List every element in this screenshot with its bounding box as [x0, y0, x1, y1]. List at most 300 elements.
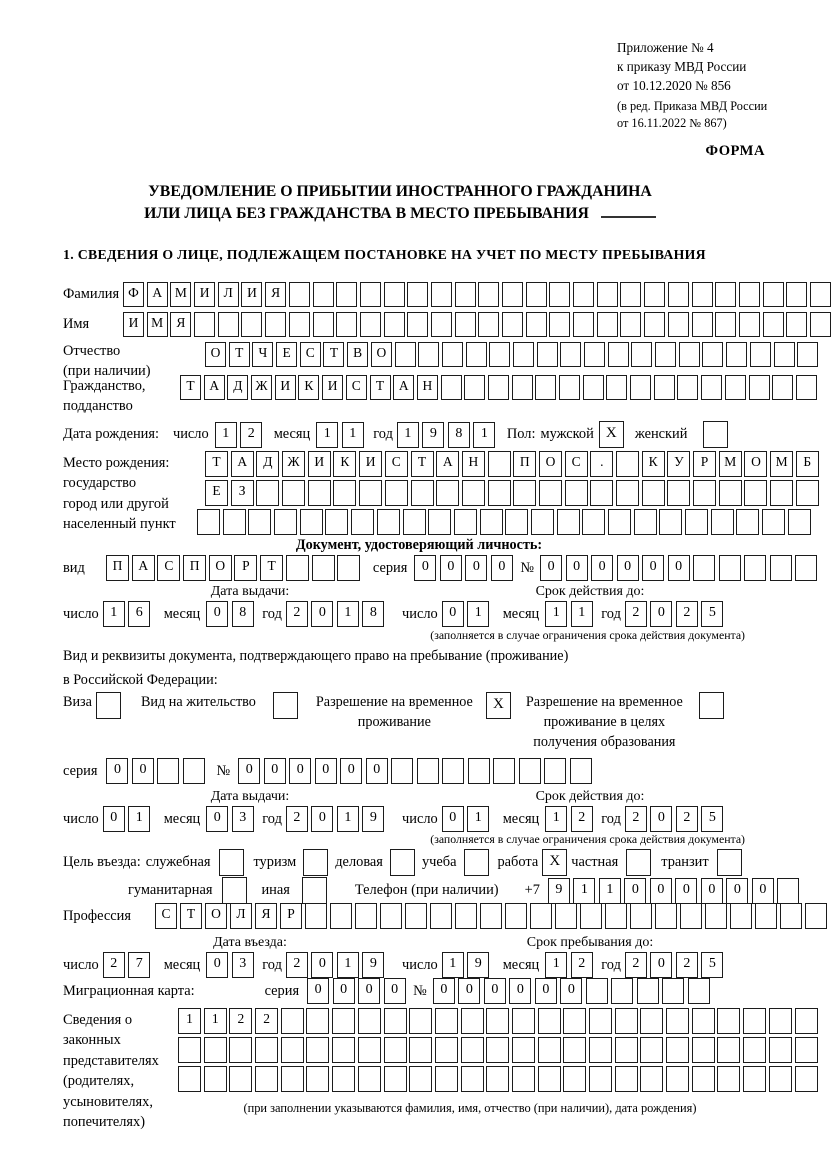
- char-box[interactable]: С: [157, 555, 180, 581]
- char-box[interactable]: [739, 312, 760, 337]
- char-box[interactable]: [313, 312, 334, 337]
- char-box[interactable]: [630, 375, 651, 400]
- char-box[interactable]: [384, 282, 405, 307]
- char-box[interactable]: [780, 903, 802, 929]
- char-box[interactable]: [605, 903, 627, 929]
- char-box[interactable]: С: [385, 451, 408, 477]
- char-box[interactable]: 2: [625, 601, 647, 627]
- char-box[interactable]: Т: [205, 451, 228, 477]
- char-box[interactable]: [615, 1008, 638, 1034]
- char-box[interactable]: М: [770, 451, 793, 477]
- char-box[interactable]: 1: [316, 422, 338, 448]
- char-box[interactable]: [680, 903, 702, 929]
- char-box[interactable]: А: [204, 375, 225, 400]
- purpose-study-checkbox[interactable]: [464, 849, 489, 876]
- char-box[interactable]: П: [106, 555, 129, 581]
- char-box[interactable]: [762, 509, 785, 535]
- char-box[interactable]: 0: [440, 555, 462, 581]
- char-box[interactable]: З: [231, 480, 254, 506]
- char-box[interactable]: [655, 903, 677, 929]
- char-box[interactable]: Р: [280, 903, 302, 929]
- char-box[interactable]: [580, 903, 602, 929]
- char-box[interactable]: 1: [215, 422, 237, 448]
- char-box[interactable]: [644, 312, 665, 337]
- char-box[interactable]: [407, 312, 428, 337]
- char-box[interactable]: 1: [337, 952, 359, 978]
- char-box[interactable]: [711, 509, 734, 535]
- char-box[interactable]: Е: [276, 342, 297, 367]
- char-box[interactable]: [286, 555, 309, 581]
- char-box[interactable]: А: [436, 451, 459, 477]
- char-box[interactable]: [300, 509, 323, 535]
- char-box[interactable]: [359, 480, 382, 506]
- char-box[interactable]: 0: [675, 878, 697, 904]
- char-box[interactable]: М: [147, 312, 168, 337]
- char-box[interactable]: [488, 375, 509, 400]
- char-box[interactable]: [763, 312, 784, 337]
- char-box[interactable]: 0: [752, 878, 774, 904]
- char-box[interactable]: [360, 282, 381, 307]
- char-box[interactable]: [480, 509, 503, 535]
- char-box[interactable]: [677, 375, 698, 400]
- char-box[interactable]: [715, 312, 736, 337]
- char-box[interactable]: [384, 1037, 407, 1063]
- char-box[interactable]: [719, 555, 741, 581]
- char-box[interactable]: [563, 1066, 586, 1092]
- char-box[interactable]: 0: [238, 758, 260, 784]
- char-box[interactable]: 8: [362, 601, 384, 627]
- char-box[interactable]: [685, 509, 708, 535]
- char-box[interactable]: [442, 758, 464, 784]
- char-box[interactable]: [478, 312, 499, 337]
- char-box[interactable]: 0: [566, 555, 588, 581]
- char-box[interactable]: [330, 903, 352, 929]
- char-box[interactable]: [549, 312, 570, 337]
- char-box[interactable]: [441, 375, 462, 400]
- char-box[interactable]: [478, 282, 499, 307]
- purpose-business-checkbox[interactable]: [390, 849, 415, 876]
- sex-male-checkbox[interactable]: X: [599, 421, 624, 448]
- char-box[interactable]: [435, 1008, 458, 1034]
- char-box[interactable]: Ч: [252, 342, 273, 367]
- char-box[interactable]: А: [132, 555, 155, 581]
- char-box[interactable]: [666, 1037, 689, 1063]
- char-box[interactable]: Я: [255, 903, 277, 929]
- char-box[interactable]: [461, 1008, 484, 1034]
- char-box[interactable]: 0: [414, 555, 436, 581]
- char-box[interactable]: [204, 1066, 227, 1092]
- char-box[interactable]: [535, 375, 556, 400]
- char-box[interactable]: [717, 1066, 740, 1092]
- char-box[interactable]: [730, 903, 752, 929]
- char-box[interactable]: [223, 509, 246, 535]
- char-box[interactable]: 8: [448, 422, 470, 448]
- char-box[interactable]: [526, 282, 547, 307]
- char-box[interactable]: [655, 342, 676, 367]
- char-box[interactable]: [537, 342, 558, 367]
- char-box[interactable]: [769, 1008, 792, 1034]
- char-box[interactable]: У: [667, 451, 690, 477]
- char-box[interactable]: [409, 1008, 432, 1034]
- char-box[interactable]: [744, 555, 766, 581]
- char-box[interactable]: [512, 1066, 535, 1092]
- purpose-official-checkbox[interactable]: [219, 849, 244, 876]
- char-box[interactable]: [282, 480, 305, 506]
- char-box[interactable]: [526, 312, 547, 337]
- char-box[interactable]: [795, 1066, 818, 1092]
- char-box[interactable]: [616, 480, 639, 506]
- char-box[interactable]: [717, 1008, 740, 1034]
- char-box[interactable]: [486, 1008, 509, 1034]
- char-box[interactable]: Л: [218, 282, 239, 307]
- char-box[interactable]: 7: [128, 952, 150, 978]
- char-box[interactable]: Ж: [282, 451, 305, 477]
- char-box[interactable]: О: [539, 451, 562, 477]
- char-box[interactable]: 1: [467, 601, 489, 627]
- char-box[interactable]: [573, 312, 594, 337]
- residence-permit-checkbox[interactable]: [273, 692, 298, 719]
- sex-female-checkbox[interactable]: [703, 421, 728, 448]
- char-box[interactable]: [692, 1066, 715, 1092]
- char-box[interactable]: С: [155, 903, 177, 929]
- char-box[interactable]: 0: [650, 806, 672, 832]
- purpose-work-checkbox[interactable]: X: [542, 849, 567, 876]
- char-box[interactable]: [255, 1037, 278, 1063]
- char-box[interactable]: [430, 903, 452, 929]
- char-box[interactable]: [183, 758, 205, 784]
- char-box[interactable]: [590, 480, 613, 506]
- char-box[interactable]: [418, 342, 439, 367]
- char-box[interactable]: 0: [333, 978, 355, 1004]
- char-box[interactable]: [692, 1008, 715, 1034]
- char-box[interactable]: О: [744, 451, 767, 477]
- char-box[interactable]: С: [565, 451, 588, 477]
- char-box[interactable]: [178, 1037, 201, 1063]
- char-box[interactable]: [468, 758, 490, 784]
- char-box[interactable]: 0: [358, 978, 380, 1004]
- char-box[interactable]: [555, 903, 577, 929]
- char-box[interactable]: 0: [535, 978, 557, 1004]
- char-box[interactable]: [505, 903, 527, 929]
- purpose-tourism-checkbox[interactable]: [303, 849, 328, 876]
- char-box[interactable]: [573, 282, 594, 307]
- char-box[interactable]: [502, 282, 523, 307]
- char-box[interactable]: [531, 509, 554, 535]
- char-box[interactable]: А: [231, 451, 254, 477]
- char-box[interactable]: [417, 758, 439, 784]
- char-box[interactable]: Б: [796, 451, 819, 477]
- char-box[interactable]: А: [393, 375, 414, 400]
- char-box[interactable]: [620, 282, 641, 307]
- char-box[interactable]: 0: [366, 758, 388, 784]
- char-box[interactable]: 0: [509, 978, 531, 1004]
- char-box[interactable]: 1: [204, 1008, 227, 1034]
- char-box[interactable]: [666, 1066, 689, 1092]
- char-box[interactable]: П: [513, 451, 536, 477]
- char-box[interactable]: [256, 480, 279, 506]
- char-box[interactable]: 0: [726, 878, 748, 904]
- char-box[interactable]: [797, 342, 818, 367]
- char-box[interactable]: П: [183, 555, 206, 581]
- char-box[interactable]: [615, 1066, 638, 1092]
- char-box[interactable]: 0: [465, 555, 487, 581]
- char-box[interactable]: 8: [232, 601, 254, 627]
- char-box[interactable]: [702, 342, 723, 367]
- char-box[interactable]: [480, 903, 502, 929]
- char-box[interactable]: [455, 903, 477, 929]
- char-box[interactable]: [667, 480, 690, 506]
- char-box[interactable]: [248, 509, 271, 535]
- char-box[interactable]: [486, 1066, 509, 1092]
- char-box[interactable]: [385, 480, 408, 506]
- char-box[interactable]: Т: [229, 342, 250, 367]
- char-box[interactable]: 2: [676, 806, 698, 832]
- purpose-other-checkbox[interactable]: [302, 877, 327, 904]
- char-box[interactable]: Т: [180, 375, 201, 400]
- char-box[interactable]: 0: [560, 978, 582, 1004]
- char-box[interactable]: [654, 375, 675, 400]
- char-box[interactable]: 1: [128, 806, 150, 832]
- char-box[interactable]: [241, 312, 262, 337]
- char-box[interactable]: И: [123, 312, 144, 337]
- char-box[interactable]: 2: [571, 806, 593, 832]
- char-box[interactable]: О: [205, 903, 227, 929]
- char-box[interactable]: [770, 480, 793, 506]
- char-box[interactable]: [505, 509, 528, 535]
- char-box[interactable]: 9: [467, 952, 489, 978]
- char-box[interactable]: [769, 1037, 792, 1063]
- char-box[interactable]: [281, 1037, 304, 1063]
- char-box[interactable]: [411, 480, 434, 506]
- char-box[interactable]: [611, 978, 633, 1004]
- char-box[interactable]: 9: [548, 878, 570, 904]
- char-box[interactable]: [743, 1008, 766, 1034]
- char-box[interactable]: [749, 375, 770, 400]
- char-box[interactable]: [725, 375, 746, 400]
- char-box[interactable]: [606, 375, 627, 400]
- char-box[interactable]: [229, 1066, 252, 1092]
- char-box[interactable]: 0: [264, 758, 286, 784]
- char-box[interactable]: С: [300, 342, 321, 367]
- char-box[interactable]: [640, 1066, 663, 1092]
- char-box[interactable]: 1: [467, 806, 489, 832]
- char-box[interactable]: [560, 342, 581, 367]
- char-box[interactable]: [431, 282, 452, 307]
- char-box[interactable]: 0: [206, 806, 228, 832]
- char-box[interactable]: [358, 1037, 381, 1063]
- char-box[interactable]: [582, 509, 605, 535]
- char-box[interactable]: [743, 1037, 766, 1063]
- char-box[interactable]: 2: [103, 952, 125, 978]
- char-box[interactable]: [395, 342, 416, 367]
- char-box[interactable]: [306, 1008, 329, 1034]
- char-box[interactable]: [358, 1008, 381, 1034]
- char-box[interactable]: [805, 903, 827, 929]
- char-box[interactable]: [355, 903, 377, 929]
- char-box[interactable]: [777, 878, 799, 904]
- char-box[interactable]: [461, 1037, 484, 1063]
- char-box[interactable]: [597, 312, 618, 337]
- char-box[interactable]: 0: [650, 878, 672, 904]
- char-box[interactable]: [692, 1037, 715, 1063]
- char-box[interactable]: И: [275, 375, 296, 400]
- char-box[interactable]: [544, 758, 566, 784]
- char-box[interactable]: 0: [668, 555, 690, 581]
- char-box[interactable]: [634, 509, 657, 535]
- char-box[interactable]: [308, 480, 331, 506]
- char-box[interactable]: О: [209, 555, 232, 581]
- char-box[interactable]: [493, 758, 515, 784]
- purpose-private-checkbox[interactable]: [626, 849, 651, 876]
- char-box[interactable]: [586, 978, 608, 1004]
- char-box[interactable]: 0: [311, 601, 333, 627]
- char-box[interactable]: [772, 375, 793, 400]
- char-box[interactable]: 1: [473, 422, 495, 448]
- char-box[interactable]: [332, 1037, 355, 1063]
- char-box[interactable]: К: [642, 451, 665, 477]
- char-box[interactable]: [608, 509, 631, 535]
- char-box[interactable]: [409, 1066, 432, 1092]
- char-box[interactable]: М: [719, 451, 742, 477]
- char-box[interactable]: Д: [256, 451, 279, 477]
- char-box[interactable]: [640, 1037, 663, 1063]
- char-box[interactable]: [289, 312, 310, 337]
- char-box[interactable]: К: [333, 451, 356, 477]
- char-box[interactable]: [403, 509, 426, 535]
- char-box[interactable]: [384, 1066, 407, 1092]
- char-box[interactable]: 2: [286, 806, 308, 832]
- visa-checkbox[interactable]: [96, 692, 121, 719]
- char-box[interactable]: 0: [311, 806, 333, 832]
- char-box[interactable]: [705, 903, 727, 929]
- char-box[interactable]: 0: [340, 758, 362, 784]
- char-box[interactable]: 2: [255, 1008, 278, 1034]
- char-box[interactable]: Р: [234, 555, 257, 581]
- char-box[interactable]: 0: [289, 758, 311, 784]
- char-box[interactable]: 2: [625, 952, 647, 978]
- char-box[interactable]: [549, 282, 570, 307]
- char-box[interactable]: 5: [701, 952, 723, 978]
- char-box[interactable]: [788, 509, 811, 535]
- char-box[interactable]: Я: [170, 312, 191, 337]
- char-box[interactable]: [795, 1037, 818, 1063]
- char-box[interactable]: [305, 903, 327, 929]
- char-box[interactable]: [668, 282, 689, 307]
- char-box[interactable]: [563, 1037, 586, 1063]
- char-box[interactable]: [325, 509, 348, 535]
- char-box[interactable]: [589, 1066, 612, 1092]
- char-box[interactable]: Н: [462, 451, 485, 477]
- char-box[interactable]: И: [194, 282, 215, 307]
- char-box[interactable]: [455, 312, 476, 337]
- char-box[interactable]: 0: [484, 978, 506, 1004]
- char-box[interactable]: [351, 509, 374, 535]
- char-box[interactable]: [486, 1037, 509, 1063]
- char-box[interactable]: 0: [701, 878, 723, 904]
- char-box[interactable]: [644, 282, 665, 307]
- char-box[interactable]: 1: [178, 1008, 201, 1034]
- char-box[interactable]: [464, 375, 485, 400]
- char-box[interactable]: [796, 375, 817, 400]
- char-box[interactable]: 1: [545, 601, 567, 627]
- char-box[interactable]: [693, 480, 716, 506]
- char-box[interactable]: 0: [540, 555, 562, 581]
- char-box[interactable]: [512, 1037, 535, 1063]
- char-box[interactable]: 2: [571, 952, 593, 978]
- char-box[interactable]: [631, 342, 652, 367]
- char-box[interactable]: [786, 282, 807, 307]
- char-box[interactable]: [795, 1008, 818, 1034]
- char-box[interactable]: [358, 1066, 381, 1092]
- char-box[interactable]: 1: [337, 806, 359, 832]
- char-box[interactable]: [608, 342, 629, 367]
- char-box[interactable]: О: [205, 342, 226, 367]
- char-box[interactable]: 6: [128, 601, 150, 627]
- char-box[interactable]: [668, 312, 689, 337]
- char-box[interactable]: [384, 1008, 407, 1034]
- char-box[interactable]: 1: [571, 601, 593, 627]
- char-box[interactable]: 2: [676, 601, 698, 627]
- char-box[interactable]: [570, 758, 592, 784]
- char-box[interactable]: [538, 1037, 561, 1063]
- char-box[interactable]: [380, 903, 402, 929]
- char-box[interactable]: [539, 480, 562, 506]
- char-box[interactable]: [583, 375, 604, 400]
- char-box[interactable]: 1: [442, 952, 464, 978]
- char-box[interactable]: 0: [384, 978, 406, 1004]
- char-box[interactable]: [312, 555, 335, 581]
- char-box[interactable]: [289, 282, 310, 307]
- char-box[interactable]: [701, 375, 722, 400]
- char-box[interactable]: К: [298, 375, 319, 400]
- char-box[interactable]: [428, 509, 451, 535]
- char-box[interactable]: [337, 555, 360, 581]
- char-box[interactable]: А: [147, 282, 168, 307]
- char-box[interactable]: 0: [491, 555, 513, 581]
- char-box[interactable]: Т: [323, 342, 344, 367]
- char-box[interactable]: [455, 282, 476, 307]
- char-box[interactable]: [489, 342, 510, 367]
- char-box[interactable]: [519, 758, 541, 784]
- char-box[interactable]: [274, 509, 297, 535]
- char-box[interactable]: 9: [362, 952, 384, 978]
- char-box[interactable]: .: [590, 451, 613, 477]
- char-box[interactable]: 2: [286, 601, 308, 627]
- char-box[interactable]: 1: [573, 878, 595, 904]
- char-box[interactable]: 0: [315, 758, 337, 784]
- char-box[interactable]: [360, 312, 381, 337]
- char-box[interactable]: [615, 1037, 638, 1063]
- char-box[interactable]: [218, 312, 239, 337]
- char-box[interactable]: [488, 480, 511, 506]
- char-box[interactable]: 0: [642, 555, 664, 581]
- char-box[interactable]: [405, 903, 427, 929]
- char-box[interactable]: [810, 282, 831, 307]
- char-box[interactable]: [333, 480, 356, 506]
- char-box[interactable]: [769, 1066, 792, 1092]
- char-box[interactable]: И: [359, 451, 382, 477]
- char-box[interactable]: [693, 555, 715, 581]
- char-box[interactable]: [642, 480, 665, 506]
- char-box[interactable]: 3: [232, 952, 254, 978]
- char-box[interactable]: [313, 282, 334, 307]
- char-box[interactable]: 0: [591, 555, 613, 581]
- char-box[interactable]: [774, 342, 795, 367]
- char-box[interactable]: [589, 1037, 612, 1063]
- char-box[interactable]: 0: [311, 952, 333, 978]
- char-box[interactable]: [466, 342, 487, 367]
- char-box[interactable]: [461, 1066, 484, 1092]
